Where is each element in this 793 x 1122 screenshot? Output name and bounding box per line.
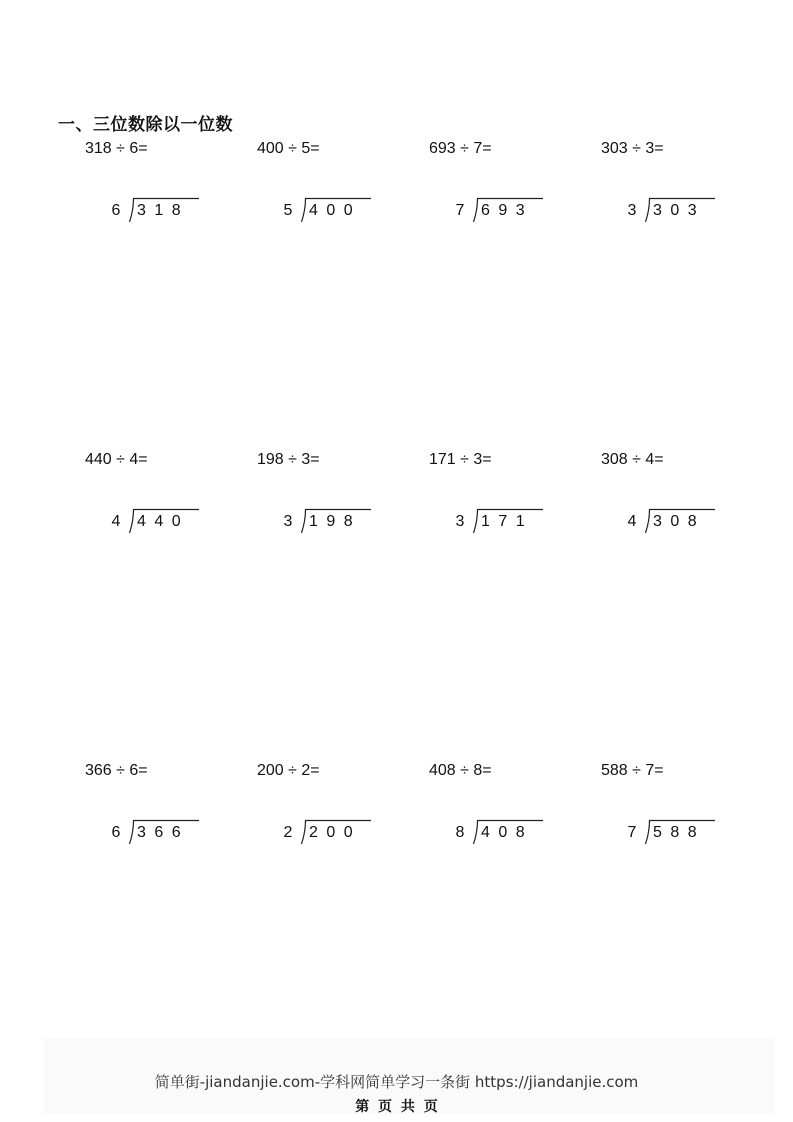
dividend: 318 (137, 202, 190, 219)
long-division (453, 822, 593, 846)
equation-text: 308 ÷ 4= (601, 451, 664, 468)
long-division (625, 822, 765, 846)
divisor: 3 (455, 513, 465, 530)
divisor: 5 (283, 202, 293, 219)
divisor: 3 (283, 513, 293, 530)
equation-text: 693 ÷ 7= (429, 140, 492, 157)
equation-text: 366 ÷ 6= (85, 762, 148, 779)
divisor: 6 (111, 824, 121, 841)
divisor: 7 (455, 202, 465, 219)
divisor: 2 (283, 824, 293, 841)
divisor: 4 (627, 513, 637, 530)
division-problem (429, 762, 589, 872)
equation-text: 318 ÷ 6= (85, 140, 148, 157)
division-problem (257, 140, 417, 250)
equation-text: 171 ÷ 3= (429, 451, 492, 468)
long-division (625, 200, 765, 224)
dividend: 200 (309, 824, 362, 841)
long-division (109, 511, 249, 535)
footer-text: 简单街-jiandanjie.com-学科网简单学习一条街 https://jiandanjie.com (154, 1073, 639, 1091)
dividend: 366 (137, 824, 190, 841)
dividend: 303 (653, 202, 706, 219)
division-problem (429, 451, 589, 561)
dividend: 693 (481, 202, 534, 219)
section-title: 一、三位数除以一位数 (58, 115, 233, 135)
long-division (281, 822, 421, 846)
division-problem (601, 140, 761, 250)
divisor: 4 (111, 513, 121, 530)
dividend: 400 (309, 202, 362, 219)
dividend: 308 (653, 513, 706, 530)
page-number: 第 页 共 页 (355, 1099, 438, 1115)
equation-text: 588 ÷ 7= (601, 762, 664, 779)
divisor: 7 (627, 824, 637, 841)
equation-text: 400 ÷ 5= (257, 140, 320, 157)
division-problem (85, 140, 245, 250)
dividend: 171 (481, 513, 534, 530)
dividend: 408 (481, 824, 534, 841)
long-division (453, 200, 593, 224)
division-problem (601, 451, 761, 561)
dividend: 440 (137, 513, 190, 530)
division-problem (85, 762, 245, 872)
division-problem (429, 140, 589, 250)
equation-text: 408 ÷ 8= (429, 762, 492, 779)
long-division (109, 822, 249, 846)
division-problem (601, 762, 761, 872)
equation-text: 198 ÷ 3= (257, 451, 320, 468)
division-problem (257, 762, 417, 872)
long-division (109, 200, 249, 224)
long-division (453, 511, 593, 535)
division-problem (85, 451, 245, 561)
division-problem (257, 451, 417, 561)
long-division (281, 200, 421, 224)
dividend: 588 (653, 824, 706, 841)
equation-text: 303 ÷ 3= (601, 140, 664, 157)
equation-text: 440 ÷ 4= (85, 451, 148, 468)
long-division (281, 511, 421, 535)
divisor: 8 (455, 824, 465, 841)
dividend: 198 (309, 513, 362, 530)
long-division (625, 511, 765, 535)
equation-text: 200 ÷ 2= (257, 762, 320, 779)
divisor: 3 (627, 202, 637, 219)
divisor: 6 (111, 202, 121, 219)
